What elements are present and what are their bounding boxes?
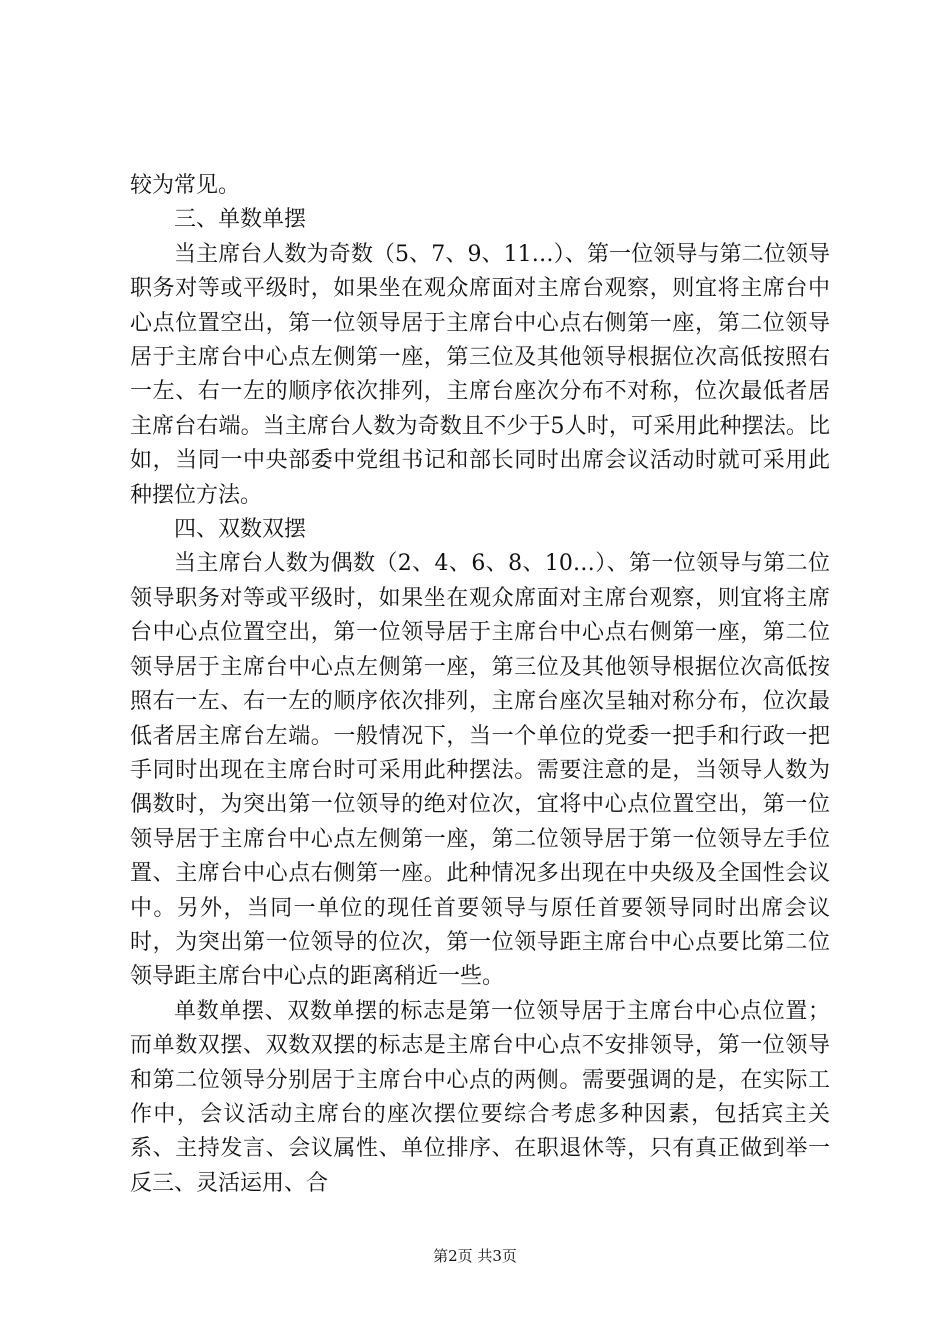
paragraph-continuation: 较为常见。	[130, 173, 241, 198]
paragraph-summary: 单数单摆、双数单摆的标志是第一位领导居于主席台中心点位置；而单数双摆、双数双摆的标志是主席台中心点不安排领导，第一位领导和第二位领导分别居于主席台中心点的两侧。需要强调的是，在实际工作中，会议活动主席台的座次摆位要综合考虑多种因素，包括宾主关系、主持发言、会议属性、单位排序、在职退休等，只有真正做到举一反三、灵活运用、合	[130, 998, 830, 1196]
paragraph-even-double: 当主席台人数为偶数（2、4、6、8、10…）、第一位领导与第二位领导职务对等或平级时，如果坐在观众席面对主席台观察，则宜将主席台中心点位置空出，第一位领导居于主席台中心点右侧第一座，第二位领导居于主席台中心点左侧第一座，第三位及其他领导根据位次高低按照右一左、右一左的顺序依次排列，主席台座次呈轴对称分布，位次最低者居主席台左端。一般情况下，当一个单位的党委一把手和行政一把手同时出现在主席台时可采用此种摆法。需要注意的是，当领导人数为偶数时，为突出第一位领导的绝对位次，宜将中心点位置空出，第一位领导居于主席台中心点左侧第一座，第二位领导居于第一位领导左手位置、主席台中心点右侧第一座。此种情况多出现在中央级及全国性会议中。另外，当同一单位的现任首要领导与原任首要领导同时出席会议时，为突出第一位领导的位次，第一位领导距主席台中心点要比第二位领导距主席台中心点的距离稍近一些。	[130, 551, 830, 990]
page-footer: 第2页 共3页	[433, 1247, 517, 1265]
document-body	[130, 169, 830, 1201]
section-heading-3: 三、单数单摆	[174, 207, 307, 233]
paragraph-odd-single: 当主席台人数为奇数（5、7、9、11…）、第一位领导与第二位领导职务对等或平级时，如果坐在观众席面对主席台观察，则宜将主席台中心点位置空出，第一位领导居于主席台中心点右侧第一座，第二位领导居于主席台中心点左侧第一座，第三位及其他领导根据位次高低按照右一左、右一左的顺序依次排列，主席台座次分布不对称，位次最低者居主席台右端。当主席台人数为奇数且不少于5人时，可采用此种摆法。比如，当同一中央部委中党组书记和部长同时出席会议活动时就可采用此种摆位方法。	[130, 241, 830, 508]
section-heading-4: 四、双数双摆	[174, 517, 307, 543]
